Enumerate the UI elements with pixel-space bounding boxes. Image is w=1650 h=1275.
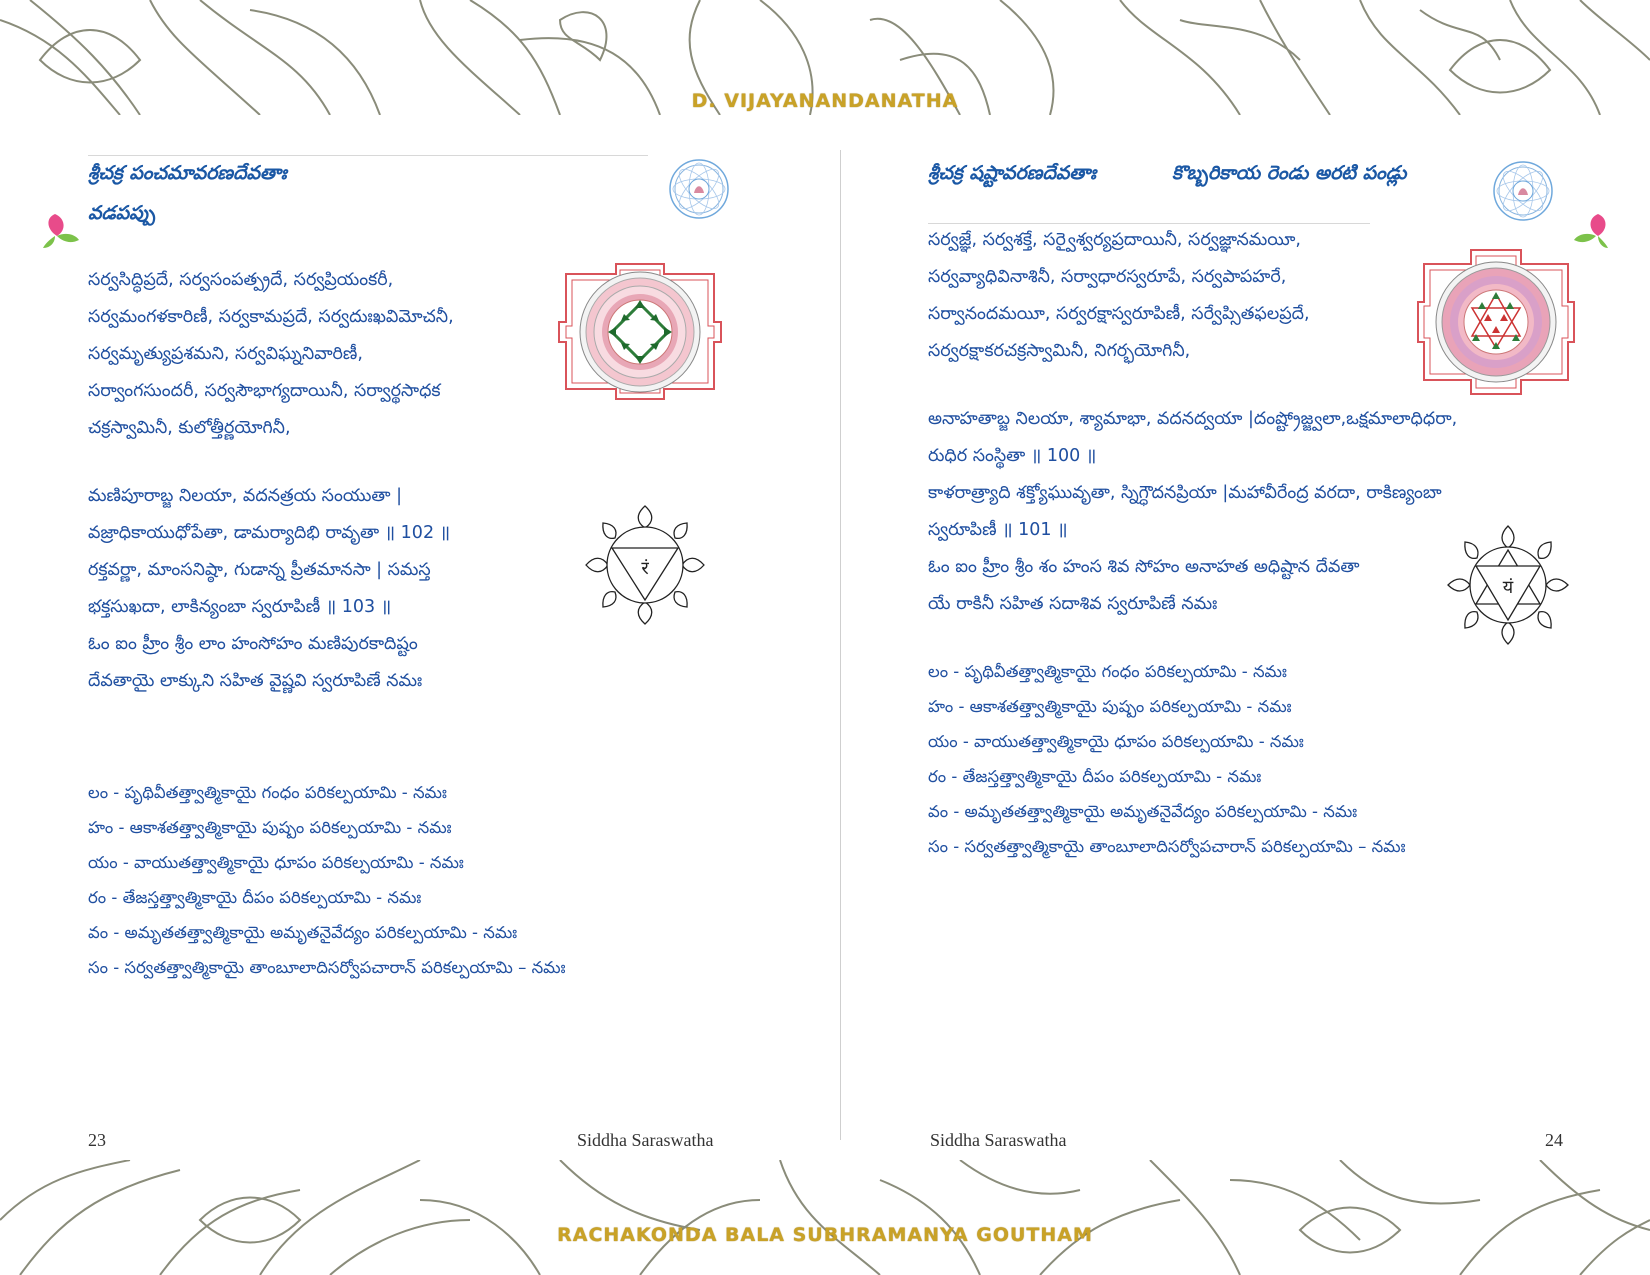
offering-line: హం - ఆకాశతత్త్వాత్మికాయై పుష్పం పరికల్పయామి - నమః [928,697,1292,716]
lotus-bud-ornament-left [35,210,80,250]
left-page-number: 23 [88,1130,106,1150]
stotra-line: మణిపూరాబ్జ నిలయా, వదనత్రయ సంయుతా | [88,486,402,506]
right-offering-note: కొబ్బరికాయ రెండు అరటి పండ్లు [1172,162,1407,184]
invocation-line: సర్వజ్ఞే, సర్వశక్తే, సర్వైశ్వర్యప్రదాయినీ, సర్వజ్ఞానమయీ, [928,230,1301,250]
left-page-title: శ్రీచక్ర పంచమావరణదేవతాః [88,162,287,184]
stotra-line: వజ్రాధికాయుధోపేతా, డామర్యాదిభి రావృతా ॥ 102 ॥ [88,523,451,543]
stotra-line: ఓం ఐం హ్రీం శ్రీం శం హంస శివ సోహం అనాహత అధిష్టాన దేవతా [928,557,1360,577]
left-invocation [88,262,454,447]
invocation-line: సర్వవ్యాధివినాశినీ, సర్వాధారస్వరూపే, సర్వపాపహరే, [928,267,1287,287]
manipura-chakra-image [580,500,710,630]
left-stotra [88,478,450,700]
stotra-line: రక్తవర్ణా, మాంసనిష్ఠా, గుడాన్న ప్రీతమానసా | సమస్త [88,560,431,580]
header-banner: D. VIJAYANANDANATHA [691,90,959,112]
stotra-line: కాళరాత్ర్యాది శక్త్యోఘువృతా, స్నిగ్ధౌదనప్రియా |మహావీరేంద్ర వరదా, రాకిణ్యంబా [928,483,1442,503]
right-footer-title: Siddha Saraswatha [930,1130,1067,1150]
stotra-line: దేవతాయై లాక్కుని సహిత వైష్ణవి స్వరూపిణే నమః [88,671,423,691]
siddha-saraswatha-logo [668,158,730,220]
right-stotra [928,401,1457,623]
right-offerings [928,654,1406,864]
offering-line: లం - పృథివీతత్త్వాత్మికాయై గంధం పరికల్పయామి - నమః [88,783,447,802]
sri-chakra-fifth-enclosure-image [556,254,724,409]
offering-line: సం - సర్వతత్త్వాత్మికాయై తాంబూలాదిసర్వోపచారాన్ పరికల్పయామి – నమః [928,837,1406,856]
stotra-line: స్వరూపిణీ ॥ 101 ॥ [928,520,1068,540]
floral-border-bottom [0,1160,1650,1275]
invocation-line: సర్వసిద్ధిప్రదే, సర్వసంపత్ప్రదే, సర్వప్రియంకరీ, [88,270,394,290]
invocation-line: సర్వమంగళకారిణీ, సర్వకామప్రదే, సర్వదుఃఖవిమోచనీ, [88,307,454,327]
stotra-line: యే రాకినీ సహిత సదాశివ స్వరూపిణే నమః [928,594,1218,614]
invocation-line: చక్రస్వామినీ, కులోత్తీర్ణయోగినీ, [88,418,291,438]
stotra-line: అనాహతాబ్జ నిలయా, శ్యామాభా, వదనద్వయా |దంష్ట్రోజ్జ్వలా,ఒక్షమాలాధిధరా, [928,409,1458,429]
chakra-seed-syllable: रं [641,558,649,579]
invocation-line: సర్వాంగసుందరీ, సర్వసౌభాగ్యదాయినీ, సర్వార్థసాధక [88,381,441,401]
invocation-line: సర్వమృత్యుప్రశమని, సర్వవిఘ్ననివారిణీ, [88,344,363,364]
offering-line: యం - వాయుతత్త్వాత్మికాయై ధూపం పరికల్పయామి - నమః [88,853,464,872]
invocation-line: సర్వానందమయీ, సర్వరక్షాస్వరూపిణీ, సర్వేప్సితఫలప్రదే, [928,304,1310,324]
offering-line: రం - తేజస్తత్త్వాత్మికాయై దీపం పరికల్పయామి - నమః [928,767,1262,786]
offering-line: వం - అమృతతత్త్వాత్మికాయై అమృతనైవేద్యం పరికల్పయామి - నమః [88,923,518,942]
stotra-line: ఓం ఐం హ్రీం శ్రీం లాం హంసోహం మణిపురకాదిష్టం [88,634,418,654]
left-offerings [88,775,566,985]
left-footer-title: Siddha Saraswatha [577,1130,714,1150]
offering-line: వం - అమృతతత్త్వాత్మికాయై అమృతనైవేద్యం పరికల్పయామి - నమః [928,802,1358,821]
page-gutter [840,150,841,1140]
siddha-saraswatha-logo [1492,160,1554,222]
offering-line: సం - సర్వతత్త్వాత్మికాయై తాంబూలాదిసర్వోపచారాన్ పరికల్పయామి – నమః [88,958,566,977]
offering-line: హం - ఆకాశతత్త్వాత్మికాయై పుష్పం పరికల్పయామి - నమః [88,818,452,837]
offering-line: రం - తేజస్తత్త్వాత్మికాయై దీపం పరికల్పయామి - నమః [88,888,422,907]
chakra-seed-syllable: यं [1502,577,1514,598]
stotra-line: రుధిర సంస్థితా ॥ 100 ॥ [928,446,1097,466]
invocation-line: సర్వరక్షాకరచక్రస్వామినీ, నిగర్భయోగినీ, [928,341,1191,361]
offering-line: లం - పృథివీతత్త్వాత్మికాయై గంధం పరికల్పయామి - నమః [928,662,1287,681]
lotus-bud-ornament-right [1572,210,1617,250]
left-page-subtitle: వడపప్పు [88,202,156,224]
right-invocation [928,222,1310,370]
stotra-line: భక్తసుఖదా, లాకిన్యంబా స్వరూపిణీ ॥ 103 ॥ [88,597,392,617]
right-page-number: 24 [1545,1130,1563,1150]
anahata-chakra-image [1444,522,1572,648]
footer-banner: RACHAKONDA BALA SUBHRAMANYA GOUTHAM [557,1224,1093,1246]
right-page-title: శ్రీచక్ర షష్టావరణదేవతాః [928,162,1096,184]
sri-chakra-sixth-enclosure-image [1416,242,1576,402]
offering-line: యం - వాయుతత్త్వాత్మికాయై ధూపం పరికల్పయామి - నమః [928,732,1304,751]
